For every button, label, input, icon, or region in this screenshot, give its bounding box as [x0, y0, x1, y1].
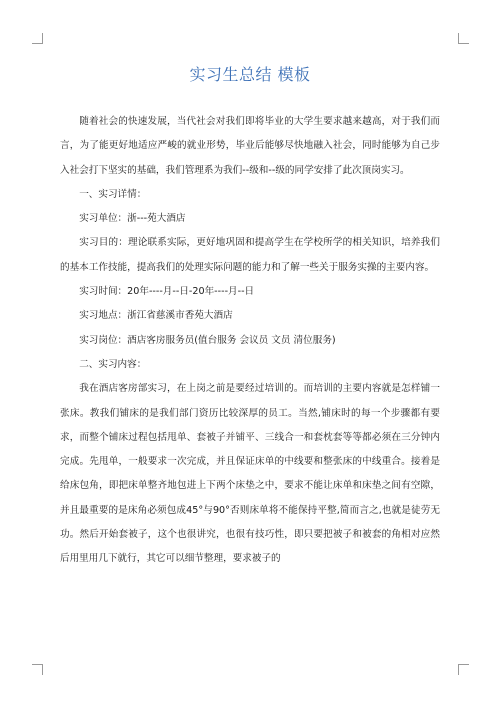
internship-time: 实习时间：20年----月--日-20年----月--日	[79, 286, 255, 298]
crop-mark-bottom-right	[458, 664, 469, 675]
section-heading-content: 二、实习内容：	[79, 358, 147, 370]
intro-paragraph: 随着社会的快速发展，当代社会对我们即将毕业的大学生要求越来越高，对于我们而言，为了能更好地适应严峻的就业形势，毕业后能够尽快地融入社会，同时能够为自己步入社会打下坚实的基础，我们管理系为我们--级和--级的同学安排了此次顶岗实习。	[60, 116, 440, 176]
crop-mark-top-right	[458, 33, 469, 44]
content-paragraph: 我在酒店客房部实习，在上岗之前是要经过培训的。而培训的主要内容就是怎样铺一张床。教我们铺床的是我们部门资历比较深厚的员工。当然,铺床时的每一个步骤都有要求，而整个铺床过程包括甩单、套被子并铺平、三线合一和套枕套等等都必须在三分钟内完成。先甩单，一般要求一次完成，并且保证床单的中线要和整张床的中线重合。接着是给床包角，即把床单整齐地包进上下两个床垫之中，要求不能让床单和床垫之间有空隙，并且最重要的是床角必须包成45°与90°否则床单将不能保持平整,简而言之,也就是徒劳无功。然后开始套被子，这个也很讲究，也很有技巧性，即只要把被子和被套的角相对应然后用里用几下就行，其它可以细节整理，要求被子的	[60, 383, 440, 565]
internship-position: 实习岗位：酒店客房服务员(值台服务 会议员 文员 清位服务)	[79, 334, 336, 346]
document-body	[60, 110, 440, 572]
section-heading-details: 一、实习详情：	[79, 188, 147, 200]
internship-location: 实习地点：浙江省慈溪市香苑大酒店	[79, 310, 233, 322]
internship-purpose: 实习目的：理论联系实际，更好地巩固和提高学生在学校所学的相关知识，培养我们的基本工作技能，提高我们的处理实际问题的能力和了解一些关于服务实操的主要内容。	[60, 237, 440, 273]
crop-mark-bottom-left	[32, 664, 43, 675]
document-title: 实习生总结 模板	[189, 65, 311, 84]
crop-mark-top-left	[32, 33, 43, 44]
internship-unit: 实习单位：浙---苑大酒店	[79, 213, 186, 225]
